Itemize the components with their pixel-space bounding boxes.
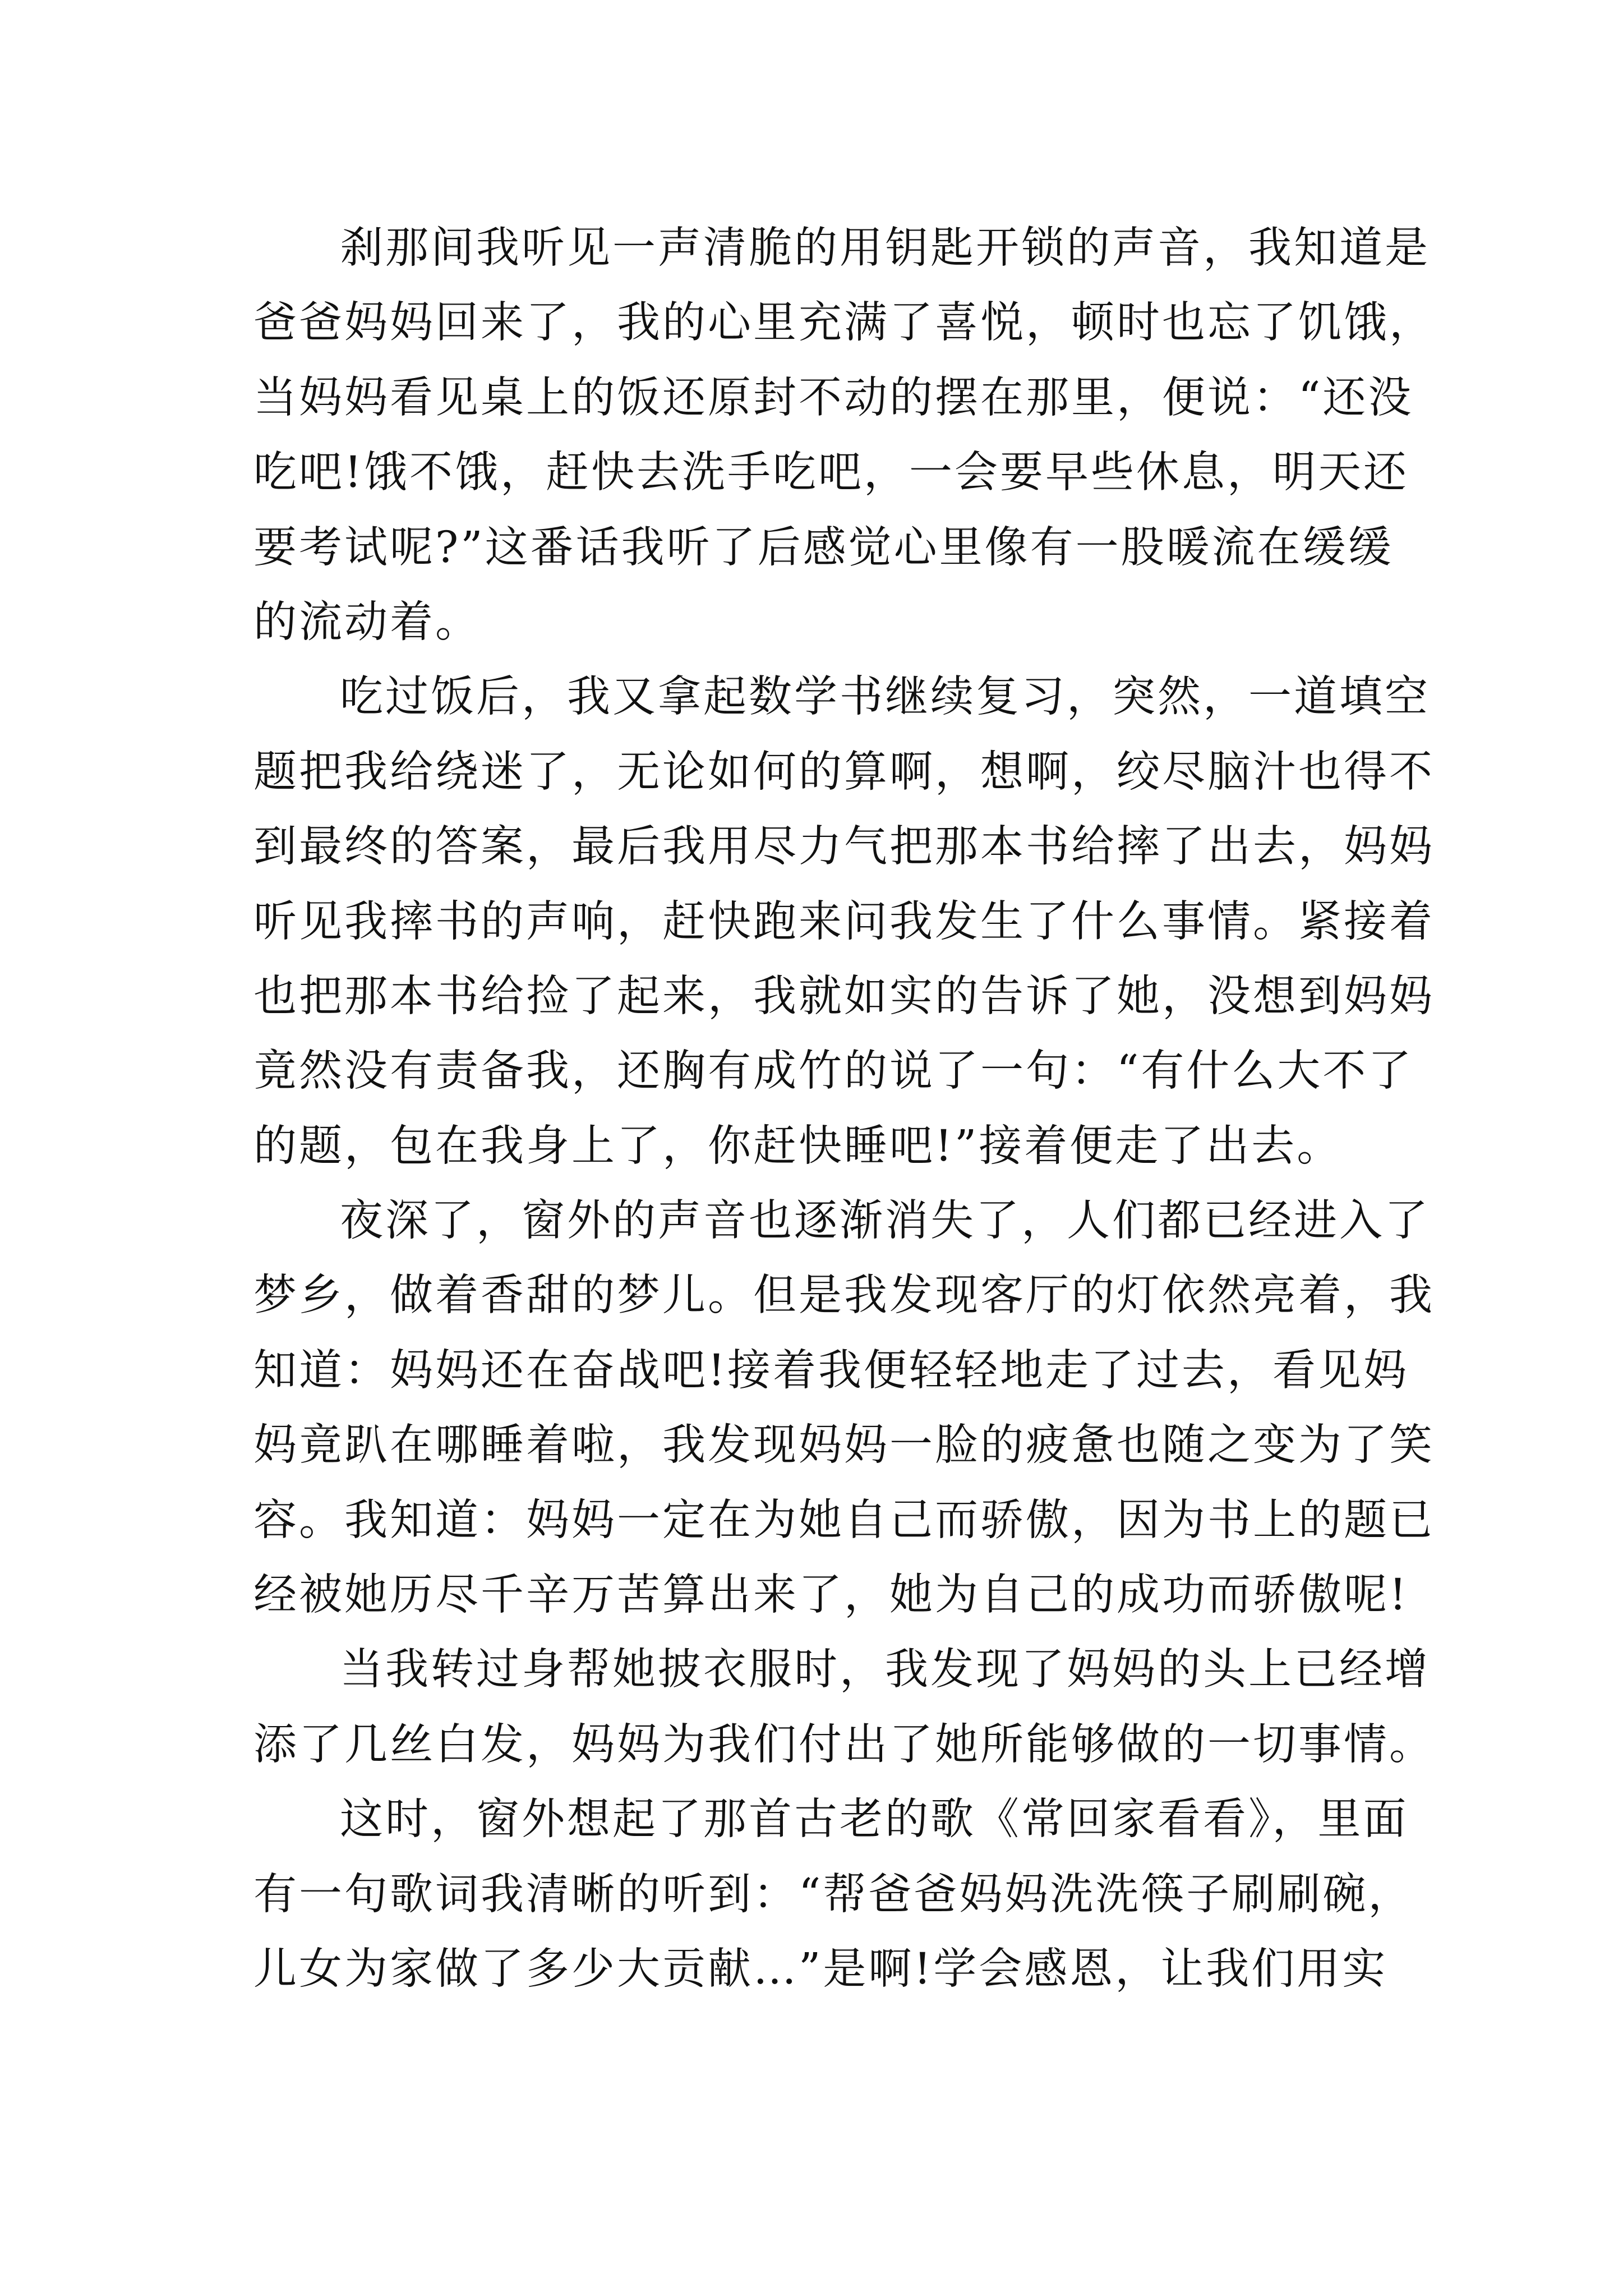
paragraph-1-line-2: 爸爸妈妈回来了，我的心里充满了喜悦，顿时也忘了饥饿， bbox=[253, 298, 1435, 348]
paragraph-3-line-5: 容。我知道：妈妈一定在为她自己而骄傲，因为书上的题已 bbox=[253, 1495, 1435, 1545]
paragraph-2-line-3: 到最终的答案，最后我用尽力气把那本书给摔了出去，妈妈 bbox=[253, 822, 1435, 872]
paragraph-2-line-7: 的题，包在我身上了，你赶快睡吧!”接着便走了出去。 bbox=[253, 1121, 1343, 1171]
paragraph-1-line-4: 吃吧!饿不饿，赶快去洗手吃吧，一会要早些休息，明天还 bbox=[253, 448, 1409, 498]
paragraph-3-line-1: 夜深了，窗外的声音也逐渐消失了，人们都已经进入了 bbox=[340, 1196, 1430, 1246]
paragraph-5-line-2: 有一句歌词我清晰的听到：“帮爸爸妈妈洗洗筷子刷刷碗， bbox=[253, 1869, 1414, 1920]
paragraph-3-line-6: 经被她历尽千辛万苦算出来了，她为自己的成功而骄傲呢! bbox=[253, 1570, 1409, 1621]
paragraph-3-line-3: 知道：妈妈还在奋战吧!接着我便轻轻地走了过去，看见妈 bbox=[253, 1345, 1409, 1396]
paragraph-4-line-2: 添了几丝白发，妈妈为我们付出了她所能够做的一切事情。 bbox=[253, 1719, 1435, 1770]
paragraph-2-line-5: 也把那本书给捡了起来，我就如实的告诉了她，没想到妈妈 bbox=[253, 971, 1435, 1022]
paragraph-2-line-2: 题把我给绕迷了，无论如何的算啊，想啊，绞尽脑汁也得不 bbox=[253, 747, 1435, 797]
paragraph-1-line-3: 当妈妈看见桌上的饭还原封不动的摆在那里，便说：“还没 bbox=[253, 372, 1414, 423]
paragraph-5-line-3: 儿女为家做了多少大贡献…”是啊!学会感恩，让我们用实 bbox=[253, 1944, 1388, 1994]
paragraph-2-line-1: 吃过饭后，我又拿起数学书继续复习，突然，一道填空 bbox=[340, 672, 1430, 723]
paragraph-1-line-5: 要考试呢?”这番话我听了后感觉心里像有一股暖流在缓缓 bbox=[253, 522, 1394, 573]
paragraph-2-line-6: 竟然没有责备我，还胸有成竹的说了一句：“有什么大不了 bbox=[253, 1046, 1414, 1097]
paragraph-3-line-2: 梦乡，做着香甜的梦儿。但是我发现客厅的灯依然亮着，我 bbox=[253, 1271, 1435, 1321]
paragraph-3-line-4: 妈竟趴在哪睡着啦，我发现妈妈一脸的疲惫也随之变为了笑 bbox=[253, 1420, 1435, 1471]
paragraph-1-line-1: 刹那间我听见一声清脆的用钥匙开锁的声音，我知道是 bbox=[340, 223, 1430, 273]
paragraph-5-line-1: 这时，窗外想起了那首古老的歌《常回家看看》，里面 bbox=[340, 1795, 1409, 1845]
paragraph-4-line-1: 当我转过身帮她披衣服时，我发现了妈妈的头上已经增 bbox=[340, 1645, 1430, 1695]
paragraph-1-line-6: 的流动着。 bbox=[253, 597, 481, 647]
document-body bbox=[253, 211, 1435, 2007]
paragraph-2-line-4: 听见我摔书的声响，赶快跑来问我发生了什么事情。紧接着 bbox=[253, 896, 1435, 947]
